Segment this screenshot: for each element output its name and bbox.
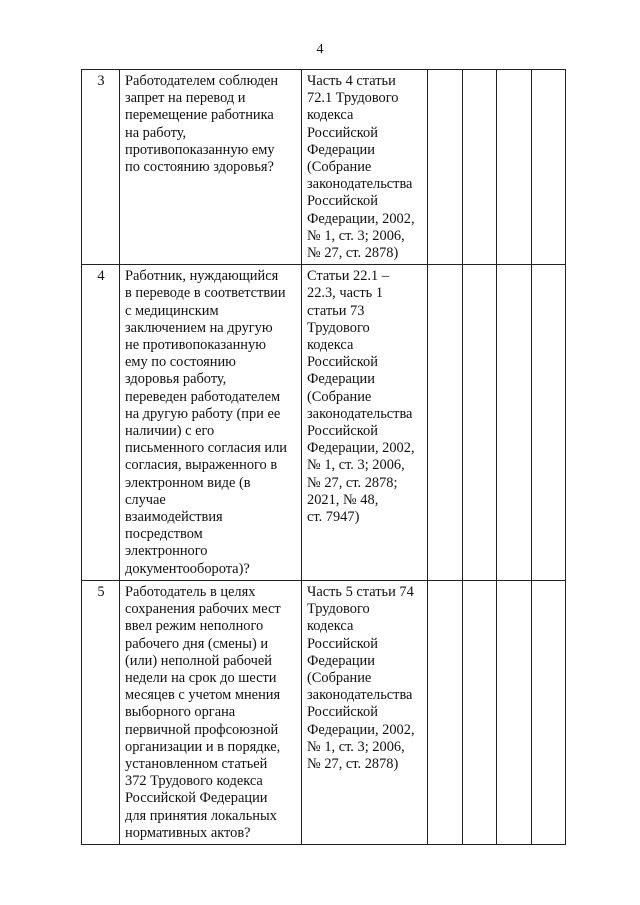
- answer-cell-note[interactable]: [531, 580, 566, 844]
- table-row: [82, 265, 566, 581]
- answer-cell-yes[interactable]: [428, 580, 463, 844]
- legal-reference: Статьи 22.1 – 22.3, часть 1 статьи 73 Трудового кодекса Российской Федерации (Собрание законодательства Российской Федерации, 2002, № 1, ст. 3; 2006, № 27, ст. 2878; 2021, № 48, ст. 7947): [302, 265, 428, 581]
- answer-cell-note[interactable]: [531, 70, 566, 265]
- page-number: 4: [316, 42, 324, 57]
- checklist-table: [81, 69, 566, 845]
- question-text: Работник, нуждающийся в переводе в соответствии с медицинским заключением на другую не противопоказанную ему по состоянию здоровья работу, переведен работодателем на другую работу (при ее наличии) с его письменного согласия или согласия, выраженного в электронном виде (в случае взаимодействия посредством электронного документооборота)?: [120, 265, 302, 581]
- answer-cell-no[interactable]: [462, 580, 497, 844]
- answer-cell-yes[interactable]: [428, 265, 463, 581]
- answer-cell-yes[interactable]: [428, 70, 463, 265]
- answer-cell-not-applicable[interactable]: [497, 265, 532, 581]
- answer-cell-no[interactable]: [462, 265, 497, 581]
- row-number: 3: [82, 70, 120, 265]
- row-number: 4: [82, 265, 120, 581]
- question-text: Работодатель в целях сохранения рабочих мест ввел режим неполного рабочего дня (смены) и (или) неполной рабочей недели на срок до шести месяцев с учетом мнения выборного органа первичной профсоюзной организации и в порядке, установленном статьей 372 Трудового кодекса Российской Федерации для принятия локальных нормативных актов?: [120, 580, 302, 844]
- answer-cell-not-applicable[interactable]: [497, 70, 532, 265]
- answer-cell-note[interactable]: [531, 265, 566, 581]
- table-row: [82, 70, 566, 265]
- table-row: [82, 580, 566, 844]
- answer-cell-not-applicable[interactable]: [497, 580, 532, 844]
- legal-reference: Часть 5 статьи 74 Трудового кодекса Российской Федерации (Собрание законодательства Российской Федерации, 2002, № 1, ст. 3; 2006, № 27, ст. 2878): [302, 580, 428, 844]
- legal-reference: Часть 4 статьи 72.1 Трудового кодекса Российской Федерации (Собрание законодательства Российской Федерации, 2002, № 1, ст. 3; 2006, № 27, ст. 2878): [302, 70, 428, 265]
- question-text: Работодателем соблюден запрет на перевод и перемещение работника на работу, противопоказанную ему по состоянию здоровья?: [120, 70, 302, 265]
- answer-cell-no[interactable]: [462, 70, 497, 265]
- row-number: 5: [82, 580, 120, 844]
